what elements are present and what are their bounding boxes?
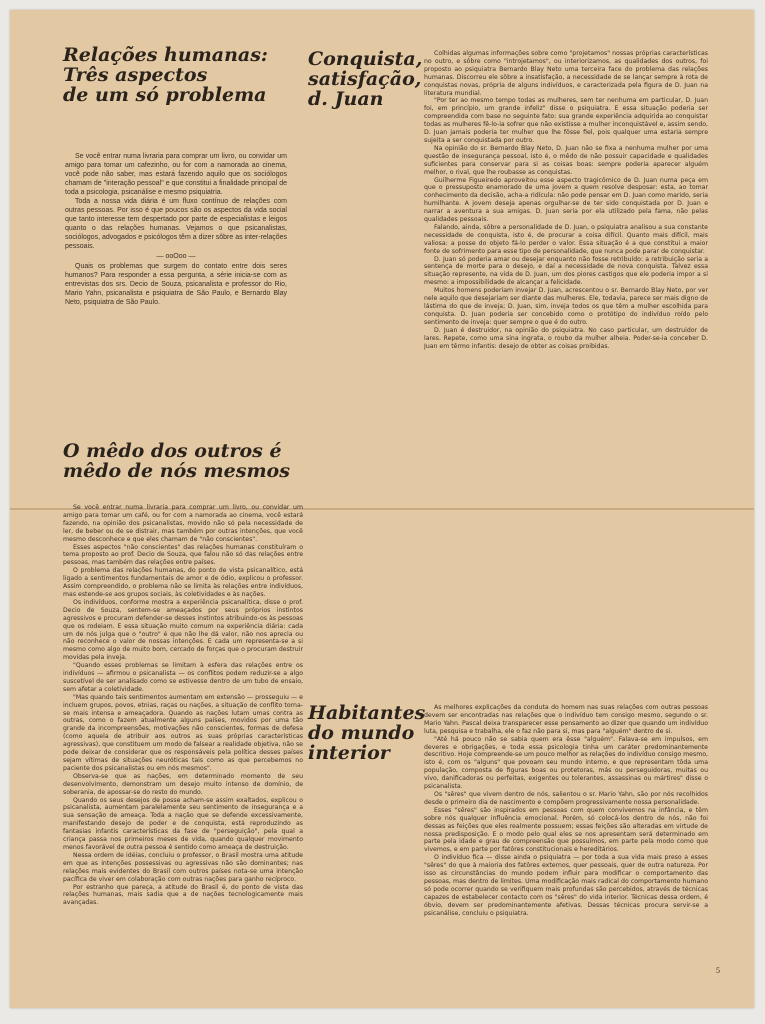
article-paragraph: Os indivíduos, conforme mostra a experiência psicanalítica, disse o prof. Decio de Souza, sentem-se ameaçados por seus próprios instintos agressivos e procuram defender-se desses instintos atribuindo-os às pessoas que os rodeiam. E essa situação muito comum na experiência diária: cada um de nós julga que o "outro" é que não lhe dá valor, não nos aprecia ou não reconhece o valor de nossas intenções. E cada um representa-se a si mesmo como algo de muito bom, cercado de forças que o procuram destruir movidas pela inveja. (63, 598, 303, 662)
section-divider: — ooOoo — (156, 253, 196, 260)
headline-medo (63, 442, 323, 482)
article-paragraph: As melhores explicações da conduta do homem nas suas relações com outras pessoas devem ser encontradas nas relações que o indivíduo tem consigo mesmo, segundo o sr. Mario Yahn. Pascal deixa transparecer esse pensamento ao dizer que quando um indivíduo luta, pesquisa e trabalha, ele o faz não para si, mas para "alguém" dentro de si. (424, 704, 708, 735)
article-paragraph: O indivíduo fica — disse ainda o psiquiatra — por toda a sua vida mais preso a esses "sêres" do que à maioria dos fatôres externos, quer pessoais, quer de outra natureza. Por isso as circunstâncias do mundo podem influir para modificar o comportamento das pessoas, mas dentro de limites. Uma modificação mais radical do comportamento humano só pode ocorrer quando se verifiquem mais profundas são percebidos, através de técnicas capazes de estabelecer contacto com os "sêres" do vida interior. Técnicas dessa ordem, é óbvio, devem ser predominantemente afetivas. Dessas técnicas procura servir-se a psicanálise, concluiu o psiquiatra. (424, 854, 708, 917)
article-paragraph: Quando os seus desejos de posse acham-se assim exaltados, explicou o psicanalista, aumentam paralelamente seu sentimento de insegurança e a sua sensação de ameaça. Toda a nação que se defende excessivamente, manifestando desejo de poder e de conquista, está reproduzindo as fantasias infantis características da fase de "perseguição", pela qual a criança passa nos primeiros meses de vida, quando qualquer movimento menos favorável de outra pessoa é sentido como ameaça de destruição. (63, 796, 303, 851)
headline-line: interior (308, 741, 390, 764)
headline-relacoes-humanas (63, 46, 283, 106)
headline-line: Conquista, (308, 48, 423, 70)
article-paragraph: Esses "sêres" são inspirados em pessoas com quem convivemos na infância, e têm sobre nós qualquer influência emocional. Porém, só colocá-los dentro de nós, não foi dessas as feições que eles realmente possuem; essas feições são alteradas em virtude de nossa predisposição. E o modo pelo qual eles se nos apresentam será determinado em parte pela idade e grau de compreensão que possuímos, em parte pela modo como que vivemos, e em parte por fatôres constitucionais e hereditários. (424, 806, 708, 854)
headline-line: de um só problema (63, 83, 267, 106)
headline-line: Relações humanas: (63, 44, 268, 66)
article-paragraph: D. Juan só poderia amar ou desejar enquanto não fosse retribuído: a retribuição seria a sentença de morte para o desejo, e daí a necessidade de nova conquista. Talvez essa situação represente, na vida de D. Juan, um dos piores castigos que ele poderia impor a si mesmo: a impossibilidade de alcançar a felicidade. (424, 255, 708, 287)
headline-line: do mundo (308, 721, 415, 744)
intro-paragraph: Toda a nossa vida diária é um fluxo contínuo de relações com outras pessoas. Por isso é que poucos são os aspectos da vida social que tanto interesse tem despertado por parte de especialistas e leigos quanto o das relações humanas. Vejamos o que psicanalistas, sociólogos, advogados e psicólogos têm a dizer sôbre as inter-relações pessoais. (65, 198, 287, 250)
headline-line: mêdo de nós mesmos (63, 459, 290, 482)
headline-conquista (308, 50, 428, 110)
article-paragraph: O problema das relações humanas, do ponto de vista psicanalítico, está ligado a sentimentos fundamentais de amor e de ódio, explicou o professor. Assim compreendido, o problema não se limita às relações entre indivíduos, mas estende-se aos grupos sociais, às coletividades e às nações. (63, 567, 303, 598)
article-paragraph: Observa-se que as nações, em determinado momento de seu desenvolvimento, demonstram um desejo muito intenso de domínio, de soberania, de apossar-se do resto do mundo. (63, 772, 303, 796)
headline-line: satisfação, (308, 67, 422, 90)
intro-article (65, 152, 287, 332)
newspaper-page (10, 10, 754, 1008)
conquista-article (424, 50, 708, 400)
headline-line: O mêdo dos outros é (63, 440, 282, 462)
habitantes-article (424, 704, 708, 982)
article-paragraph: Muitos homens poderiam invejar D. Juan, acrescentou o sr. Bernardo Blay Neto, por ver nele aquilo que desejariam ser diante das mulheres. Ele, todavia, parece ser mais digno de lástima do que de inveja; D. Juan, sim, inveja todos os que têm a mulher escolhida para conquista. D. Juan poderia ser concebido como o protótipo do indivíduo roído pelo sentimento de inveja: quer sempre o que é do outro. (424, 287, 708, 326)
article-paragraph: Esses aspectos "não conscientes" das relações humanas constituíram o tema proposto ao prof. Decio de Souza, que falou não só das relações entre pessoas, mas também das relações entre países. (63, 543, 303, 567)
headline-line: d. Juan (308, 87, 384, 110)
article-paragraph: D. Juan é destruidor, na opinião do psiquiatra. No caso particular, um destruidor de lares. Repete, como uma sina ingrata, o roubo da mulher alheia. Poder-se-ia conceber D. Juan em têrmo infantis: desejo de obter as coisas proibidas. (424, 326, 708, 350)
medo-article (63, 504, 303, 979)
article-paragraph: Se você entrar numa livraria para comprar um livro, ou convidar um amigo para tomar um café, ou for com a namorada ao cinema, você estará fazendo, na opinião dos psicanalistas, movido não só pela necessidade de ler, de beber ou de se distrair, mas também por outras intenções, que você mesmo desconhece e que eles chamam de "não conscientes". (63, 504, 303, 543)
headline-line: Três aspectos (63, 63, 208, 86)
headline-habitantes (308, 704, 426, 764)
page-number: 5 (716, 966, 720, 975)
headline-line: Habitantes (308, 702, 426, 724)
article-paragraph: Guilherme Figueiredo aproveitou esse aspecto tragicômico de D. Juan numa peça em que o pressuposto enamorado de uma jovem a quem resolve desposar: esta, ao tomar conhecimento da decisão, acha-a ridícula: não pode pensar em D. Juan como marido, seria humilhante. A jovem deseja apenas orgulhar-se de ter sido conquistada por D. Juan e narrar a aventura a sua amigas. D. Juan seria por ela utilizado pela fama, não pelas qualidades pessoais. (424, 176, 708, 224)
article-paragraph: "Quando esses problemas se limitam à esfera das relações entre os indivíduos — afirmou o psicanalista — os conflitos podem reduzir-se a algo suscetível de ser analisado como se estivesse dentro de um tubo de ensaio, sem afetar a coletividade. (63, 662, 303, 693)
article-paragraph: Os "sêres" que vivem dentro de nós, salientou o sr. Mario Yahn, são por nós recolhidos desde o primeiro dia de nascimento e compõem progressivamente nossa personalidade. (424, 790, 708, 806)
article-paragraph: Por estranho que pareça, a atitude do Brasil é, do ponto de vista das relações humanas, mais sadia que a de nações tecnologicamente mais avançadas. (63, 883, 303, 907)
article-paragraph: Falando, ainda, sôbre a personalidade de D. Juan, o psiquiatra analisou a sua constante necessidade de conquista, isto é, de procurar a coisa difícil. Quanto mais difícil, mais valiosa: a posse do objeto fá-lo perder o valor. Essa situação é a que constitui a maior fonte de sofrimento para esse tipo de personalidade, que nunca pode parar de conquistar. (424, 223, 708, 255)
article-paragraph: Colhidas algumas informações sobre como "projetamos" nossas próprias características no outro, e sôbre como "introjetamos", ou interiorizamos, as qualidades dos outros, foi proposto ao psiquiatra Bernardo Blay Neto uma terceira face do problema das relações humanas. Discorreu ele sôbre a insatisfação, a necessidade de se lançar sempre à rota de conquistas novas, própria de alguns indivíduos, e caracterizada pela figura de D. Juan na literatura mundial. (424, 50, 708, 97)
article-paragraph: "Até há pouco não se sabia quem era êsse "alguém". Falava-se em impulsos, em deveres e obrigações, e toda essa psicologia tinha um caráter predominantemente descritivo. Hoje compreende-se um pouco melhor as relações do indivíduo consigo mesmo, isto é, com os "alguns" que povoam seu mundo interno, e que representam tôda uma população, composta de figuras boas ou protetoras, más ou perseguidoras, muitas ou vivo, danificadoras ou perfeitas, exigentes ou tolerantes, assassinas ou mártires" disse o psicanalista. (424, 735, 708, 791)
article-paragraph: "Mas quando tais sentimentos aumentam em extensão — prosseguiu — e incluem grupos, povos, etnias, raças ou nações, a situação de conflito torna-se mais intensa e ameaçadora. Quando as nações lutam umas contra as outras, como o fazem atualmente alguns países, movidos por uma tão grande da incompreensões, motivações não conscientes, formas de defesa (como aquela de atribuir aos outros as suas próprias características agressivas), que constituem um modo de falsear a realidade objetiva, não se pode deixar de considerar que os responsáveis pela política desses países sejam vítimas de situações neuróticas tais como as que percebemos no paciente dos psicanalistas ou em nós mesmos". (63, 693, 303, 772)
article-paragraph: Na opinião do sr. Bernardo Blay Neto, D. Juan não se fixa a nenhuma mulher por uma questão de insegurança pessoal, isto é, o mêdo de não possuir capacidade e qualidades suficientes para conservar para si as coisas boas: sempre poderia aparecer alguém melhor, o rival, que lhe roubasse as conquistas. (424, 144, 708, 176)
intro-paragraph: Se você entrar numa livraria para comprar um livro, ou convidar um amigo para tomar um cafezinho, ou for com a namorada ao cinema, você pode não saber, mas estará fazendo aquilo que os sociólogos chamam de "interação pessoal" e que constitui a finalidade principal de toda a psicologia, psicanálise e mesmo psiquiatria. (65, 153, 287, 196)
article-paragraph: Nessa ordem de idéias, concluiu o professor, o Brasil mostra uma atitude em que as intenções possessivas ou agressivas não são dominantes; nas relações mais evidentes do Brasil com outros países nota-se uma intenção pacífica de viver em colaboração com outras nações para ganho recíproco. (63, 851, 303, 883)
intro-paragraph: Quais os problemas que surgem do contato entre dois seres humanos? Para responder a essa pergunta, a série inicia-se com as entrevistas dos srs. Decio de Souza, psicanalista e professor do Rio, Mario Yahn, psicanalista e psiquiatra de São Paulo, e Bernardo Blay Neto, psiquiatra de São Paulo. (65, 263, 287, 306)
article-paragraph: "Por ter ao mesmo tempo todas as mulheres, sem ter nenhuma em particular, D. Juan foi, em princípio, um grande infeliz" disse o psiquiatra. E essa situação poderia ser compreendida com base no seguinte fato: sua grande experiência adquirida ao conquistar todas as mulheres fê-lo-ia sofrer que não existisse a mulher inconquistável e, assim sendo, D. Juan jamais poderia ter mulher que lhe fôsse fiel, pois qualquer uma estaria sempre sujeita a ser conquistada por outro. (424, 97, 708, 144)
